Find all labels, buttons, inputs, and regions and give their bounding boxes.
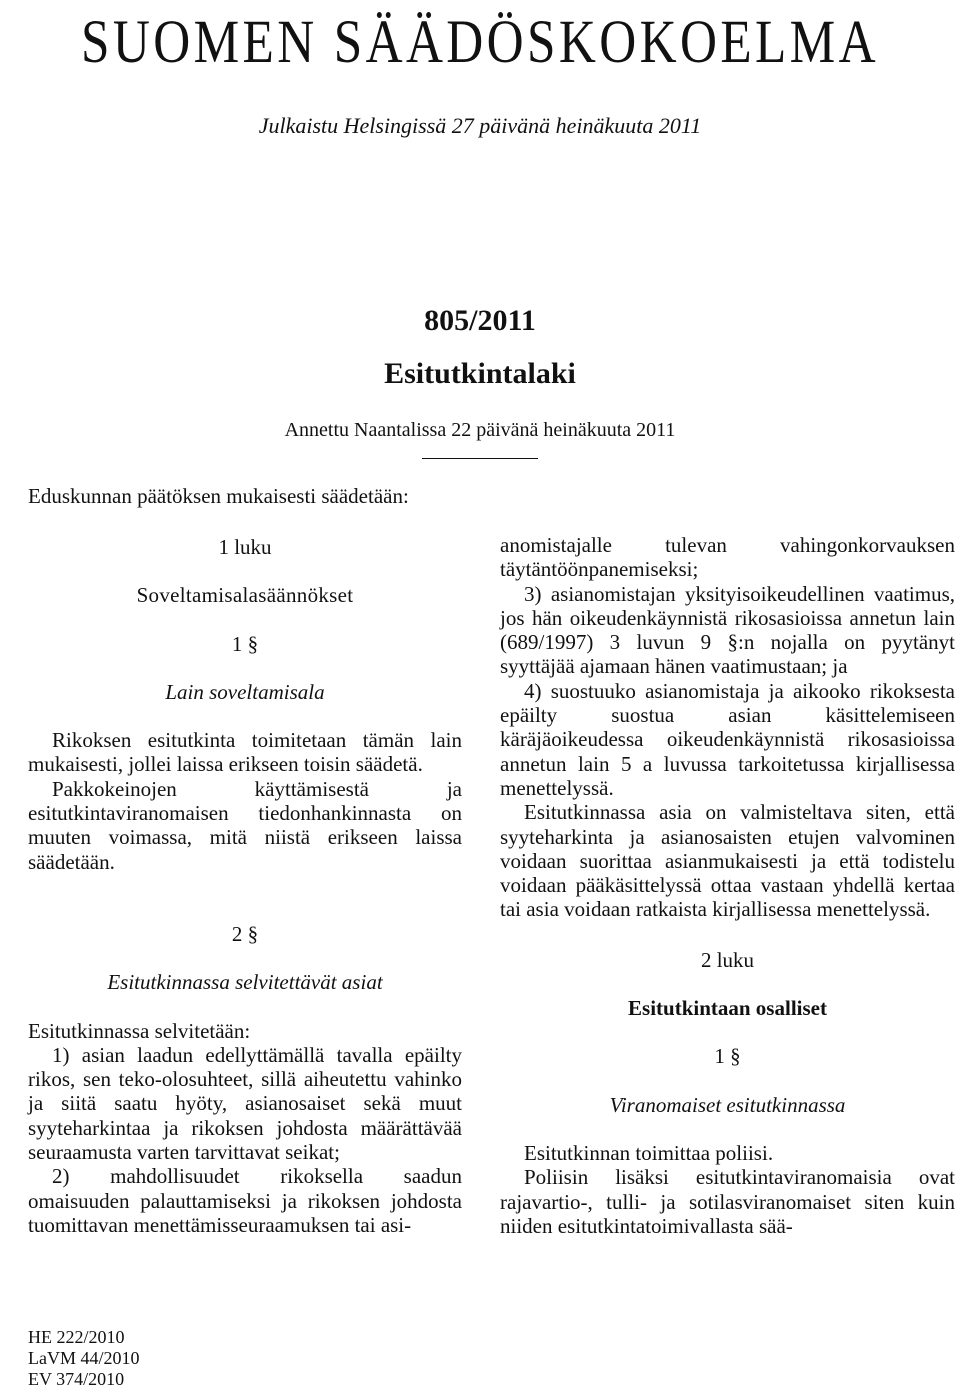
right-column — [500, 533, 955, 1238]
reference-he: HE 222/2010 — [28, 1327, 125, 1347]
chapter-1-label: 1 luku — [218, 535, 272, 559]
title-divider — [422, 458, 538, 459]
chapter-2-label: 2 luku — [700, 947, 755, 972]
legislative-references — [28, 1327, 140, 1390]
section-2-intro: Esitutkinnassa selvitetään: — [28, 1018, 251, 1043]
item-2-continuation: anomistajalle tulevan vahingonkorvauksen täytäntöönpanemiseksi; — [500, 533, 955, 582]
chapter-1-title: Soveltamisalasäännökset — [136, 583, 354, 608]
enactment-clause: Eduskunnan päätöksen mukaisesti säädetään: — [28, 484, 409, 508]
section-1-paragraph-2: Pakkokeinojen käyttämisestä ja esitutkintaviranomaisen tiedonhankinnasta on muuten voimassa, mitä niistä erikseen laissa säädetään. — [28, 776, 462, 874]
act-number: 805/2011 — [424, 304, 536, 337]
chapter-2-section-1-number: 1 § — [714, 1044, 741, 1069]
left-column — [28, 535, 462, 1237]
section-2-item-3: 3) asianomistajan yksityisoikeudellinen vaatimus, jos hän oikeudenkäynnistä rikosasioissa annetun lain (689/1997) 3 luvun 9 §:n nojalla on pyytänyt syyttäjää ajamaan hänen vaatimustaan; ja — [500, 581, 955, 679]
act-given-date: Annettu Naantalissa 22 päivänä heinäkuuta 2011 — [284, 419, 676, 441]
masthead-title: SUOMEN SÄÄDÖSKOKOELMA — [81, 9, 879, 76]
section-1-number: 1 § — [231, 631, 259, 656]
section-1-heading: Lain soveltamisala — [165, 679, 325, 704]
section-2-paragraph-prepare: Esitutkinnassa asia on valmisteltava siten, että syyteharkinta ja asianosaisten etujen valvominen voidaan suorittaa asianmukaisesti ja että todistelu voidaan pääkäsittelyssä ottaa vastaan yhdellä kertaa tai asia voidaan ratkaista kirjallisessa menettelyssä. — [500, 800, 955, 922]
section-2-number: 2 § — [231, 921, 259, 946]
chapter-2-section-1-paragraph-2: Poliisin lisäksi esitutkintaviranomaisia ovat rajavartio-, tulli- ja sotilasviranomaiset siten kuin niiden esitutkintatoimivallasta sää- — [500, 1165, 955, 1238]
section-2-item-1: 1) asian laadun edellyttämällä tavalla epäilty rikos, sen teko-olosuhteet, sillä aiheutettu vahinko ja siitä saatu hyöty, asianosaiset sekä muut syyteharkintaa ja rikoksen johdosta määrättävää seuraamusta varten tarvittavat seikat; — [28, 1042, 462, 1165]
act-title: Esitutkintalaki — [384, 357, 576, 390]
chapter-2-section-1-paragraph-1: Esitutkinnan toimittaa poliisi. — [524, 1140, 774, 1165]
chapter-2-section-1-heading: Viranomaiset esitutkinnassa — [609, 1092, 846, 1117]
section-2-item-2: 2) mahdollisuudet rikoksella saadun omaisuuden palauttamiseksi ja rikoksen johdosta tuomittavan menettämisseuraamuksen tai asi- — [28, 1164, 462, 1237]
reference-lavm: LaVM 44/2010 — [28, 1348, 140, 1368]
chapter-2-title: Esitutkintaan osalliset — [628, 996, 827, 1021]
section-2-heading: Esitutkinnassa selvitettävät asiat — [107, 970, 383, 995]
section-2-item-4: 4) suostuuko asianomistaja ja aikooko rikoksesta epäilty suostua asian käsittelemiseen käräjäoikeudessa oikeudenkäynnistä rikosasioissa annetun lain 5 a luvussa tarkoitetussa kirjallisessa menettelyssä. — [500, 678, 955, 800]
reference-ev: EV 374/2010 — [28, 1369, 125, 1389]
section-1-paragraph-1: Rikoksen esitutkinta toimitetaan tämän lain mukaisesti, jollei laissa erikseen toisin säädetä. — [28, 728, 462, 777]
publication-date: Julkaistu Helsingissä 27 päivänä heinäkuuta 2011 — [258, 113, 702, 138]
